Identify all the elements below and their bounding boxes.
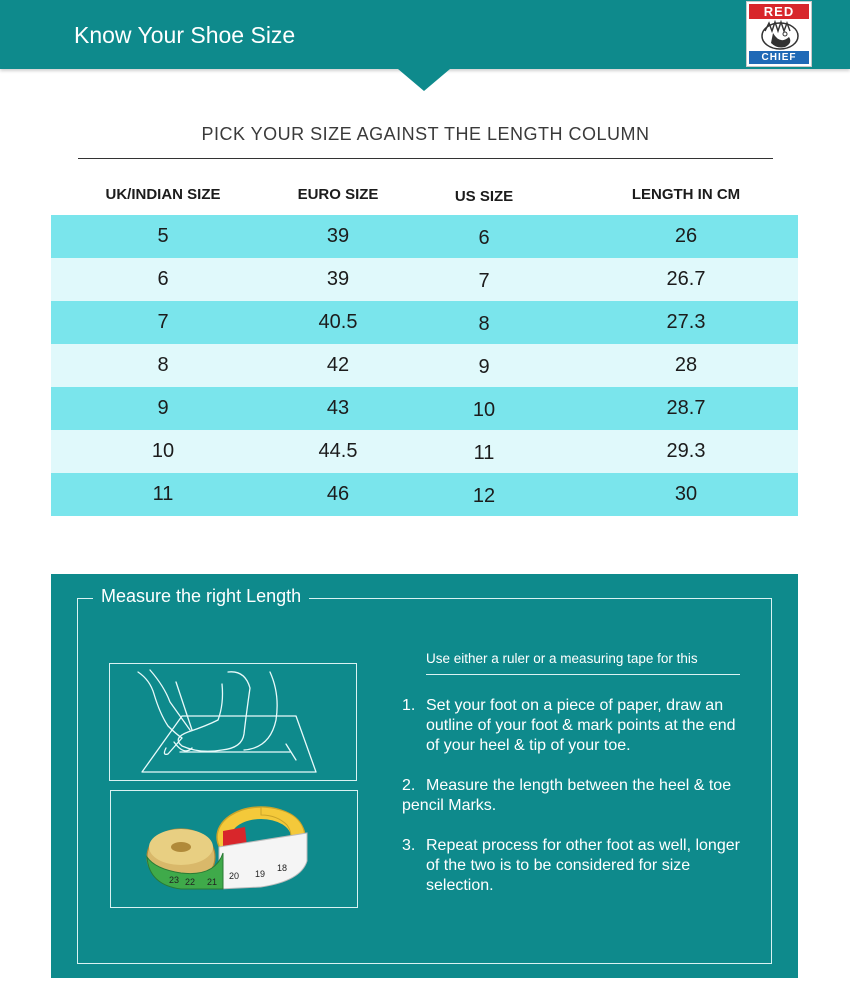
column-header-euro: EURO SIZE — [297, 186, 379, 203]
length-cell: 26.7 — [666, 268, 706, 290]
length-cell: 29.3 — [666, 440, 706, 462]
table-row — [51, 430, 798, 473]
step-item — [402, 836, 747, 896]
size-chart-table — [51, 176, 798, 516]
us-size-cell: 11 — [473, 442, 495, 464]
header-pointer — [398, 69, 450, 91]
length-cell: 30 — [674, 483, 698, 505]
column-header-length: LENGTH IN CM — [631, 186, 741, 203]
table-row — [51, 258, 798, 301]
measuring-tape-illustration — [110, 790, 358, 908]
tip-text: Use either a ruler or a measuring tape for this — [426, 651, 698, 666]
tape-number: 21 — [207, 877, 218, 887]
length-cell: 28 — [674, 354, 698, 376]
page-title: Know Your Shoe Size — [74, 22, 296, 48]
uk-size-cell: 10 — [151, 440, 175, 462]
measure-title: Measure the right Length — [93, 586, 309, 607]
tape-number: 18 — [277, 863, 288, 873]
euro-size-cell: 39 — [326, 268, 350, 290]
euro-size-cell: 43 — [326, 397, 350, 419]
us-size-cell: 9 — [478, 356, 490, 378]
euro-size-cell: 40.5 — [318, 311, 358, 333]
red-chief-logo — [746, 1, 812, 67]
euro-size-cell: 42 — [326, 354, 350, 376]
tape-number: 19 — [255, 869, 266, 879]
uk-size-cell: 6 — [157, 268, 169, 290]
foot-drawing-icon — [110, 664, 356, 780]
uk-size-cell: 5 — [157, 225, 169, 247]
us-size-cell: 6 — [478, 227, 490, 249]
table-row — [51, 301, 798, 344]
table-instruction: PICK YOUR SIZE AGAINST THE LENGTH COLUMN — [201, 124, 650, 144]
measure-panel — [51, 574, 798, 978]
measuring-tape-icon — [111, 791, 357, 907]
logo-top-text: RED — [749, 4, 809, 19]
table-row — [51, 215, 798, 258]
step-text: Measure the length between the heel & toe pencil Marks. — [402, 777, 781, 814]
euro-size-cell: 46 — [326, 483, 350, 505]
tip-divider — [426, 674, 740, 675]
uk-size-cell: 8 — [157, 354, 169, 376]
heading-divider — [78, 158, 773, 159]
us-size-cell: 8 — [478, 313, 490, 335]
table-row — [51, 344, 798, 387]
step-number: 3. — [402, 837, 416, 854]
logo-bottom-text: CHIEF — [749, 51, 809, 64]
column-header-uk: UK/INDIAN SIZE — [105, 186, 221, 203]
euro-size-cell: 39 — [326, 225, 350, 247]
uk-size-cell: 7 — [157, 311, 169, 333]
uk-size-cell: 11 — [152, 483, 174, 505]
length-cell: 27.3 — [666, 311, 706, 333]
tape-number: 23 — [169, 875, 180, 885]
table-row — [51, 473, 798, 516]
uk-size-cell: 9 — [157, 397, 169, 419]
step-text: Set your foot on a piece of paper, draw an outline of your foot & mark points at the end of your heel & tip of your toe. — [426, 697, 736, 754]
tape-number: 22 — [185, 877, 196, 887]
table-row — [51, 387, 798, 430]
column-header-us: US SIZE — [454, 188, 514, 205]
length-cell: 28.7 — [666, 397, 706, 419]
foot-on-paper-illustration — [109, 663, 357, 781]
us-size-cell: 7 — [478, 270, 490, 292]
length-cell: 26 — [674, 225, 698, 247]
step-text: Repeat process for other foot as well, longer of the two is to be considered for size selection. — [426, 837, 740, 894]
euro-size-cell: 44.5 — [318, 440, 358, 462]
step-number: 2. — [402, 777, 416, 794]
us-size-cell: 10 — [472, 399, 496, 421]
step-number: 1. — [402, 697, 416, 714]
page-header — [0, 0, 850, 69]
tape-number: 20 — [229, 871, 240, 881]
chief-head-icon — [749, 19, 811, 52]
step-item — [402, 776, 781, 816]
table-header — [51, 176, 798, 215]
step-item — [402, 696, 747, 756]
us-size-cell: 12 — [472, 485, 496, 507]
logo-emblem — [749, 19, 809, 52]
